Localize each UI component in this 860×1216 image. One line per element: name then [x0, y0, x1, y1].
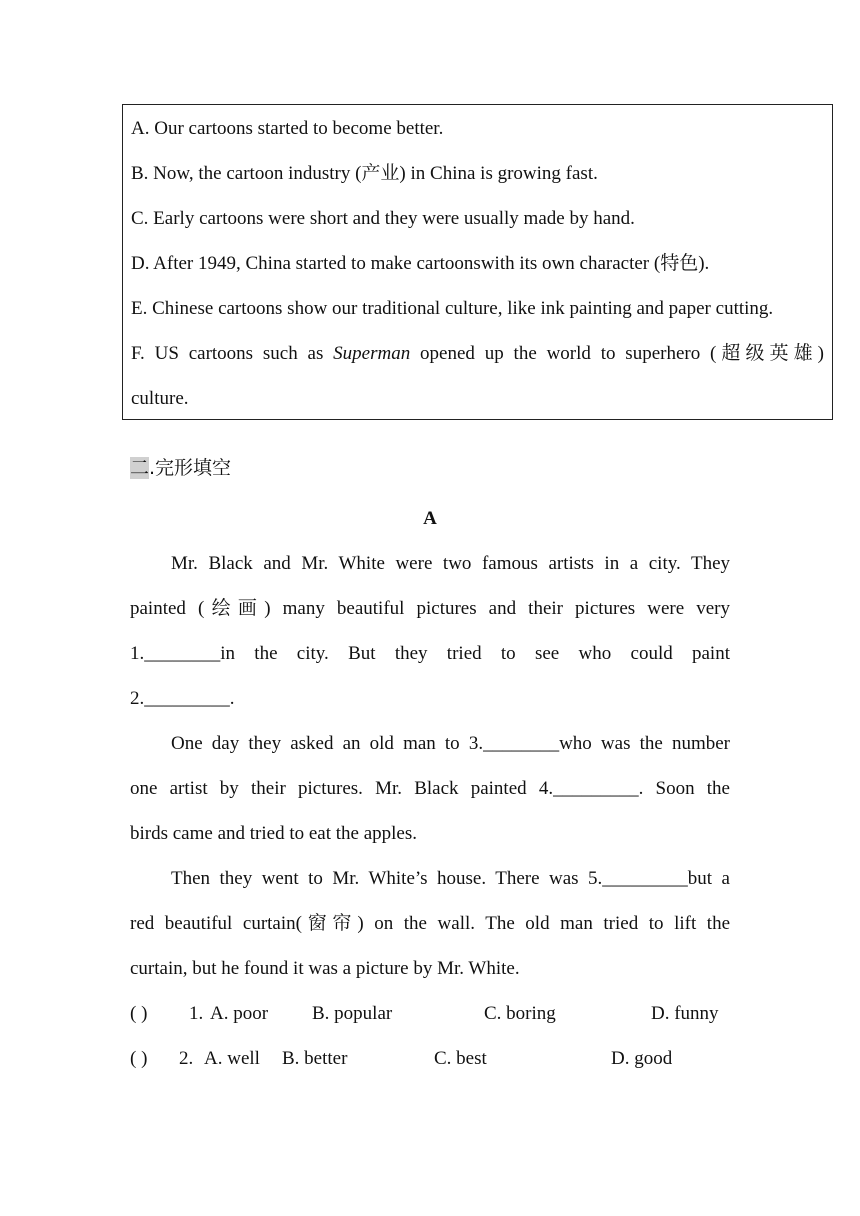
option-f-continuation: culture.: [131, 388, 189, 409]
section-number: 二: [130, 457, 150, 479]
passage-line: One day they asked an old man to 3.________who was the number: [171, 733, 730, 754]
passage-line: Mr. Black and Mr. White were two famous artists in a city. They: [171, 553, 730, 574]
section-title-text: .完形填空: [149, 457, 232, 479]
choice-c: C. best: [434, 1048, 487, 1069]
option-f: [131, 331, 824, 376]
option-e: E. Chinese cartoons show our traditional culture, like ink painting and paper cutting.: [131, 298, 774, 319]
choice-d: D. good: [611, 1048, 673, 1069]
choice-c: C. boring: [484, 1003, 556, 1024]
passage-line: Then they went to Mr. White’s house. There was 5._________but a: [171, 868, 730, 889]
options-box: [122, 104, 833, 420]
passage-heading: A: [423, 508, 437, 529]
choice-b: B. better: [282, 1048, 348, 1069]
passage-line: 1.________in the city. But they tried to see who could paint: [130, 643, 730, 664]
choice-b: B. popular: [312, 1003, 393, 1024]
option-c: C. Early cartoons were short and they were usually made by hand.: [131, 208, 635, 229]
option-b: B. Now, the cartoon industry (产业) in China is growing fast.: [131, 163, 598, 184]
choice-a: A. well: [204, 1048, 260, 1069]
passage-line: one artist by their pictures. Mr. Black painted 4._________. Soon the: [130, 778, 730, 799]
choice-d: D. funny: [651, 1003, 719, 1024]
passage-line: curtain, but he found it was a picture by Mr. White.: [130, 958, 520, 979]
option-f-before: F. US cartoons such as: [131, 343, 334, 364]
passage-line: birds came and tried to eat the apples.: [130, 823, 418, 844]
answer-bracket[interactable]: ( ): [130, 1048, 148, 1069]
passage-line: painted (绘画) many beautiful pictures and their pictures were very: [130, 598, 730, 619]
question-number: 1.: [189, 1003, 204, 1024]
option-f-after: opened up the world to superhero (超级英雄): [410, 343, 824, 364]
option-a: A. Our cartoons started to become better.: [131, 118, 444, 139]
section-title: [130, 453, 231, 483]
passage-line: 2._________.: [130, 688, 235, 709]
option-f-italic: Superman: [333, 343, 411, 364]
answer-bracket[interactable]: ( ): [130, 1003, 148, 1024]
question-number: 2.: [179, 1048, 194, 1069]
choice-a: A. poor: [210, 1003, 269, 1024]
option-d: D. After 1949, China started to make cartoonswith its own character (特色).: [131, 253, 710, 274]
passage-line: red beautiful curtain(窗帘) on the wall. The old man tried to lift the: [130, 913, 730, 934]
